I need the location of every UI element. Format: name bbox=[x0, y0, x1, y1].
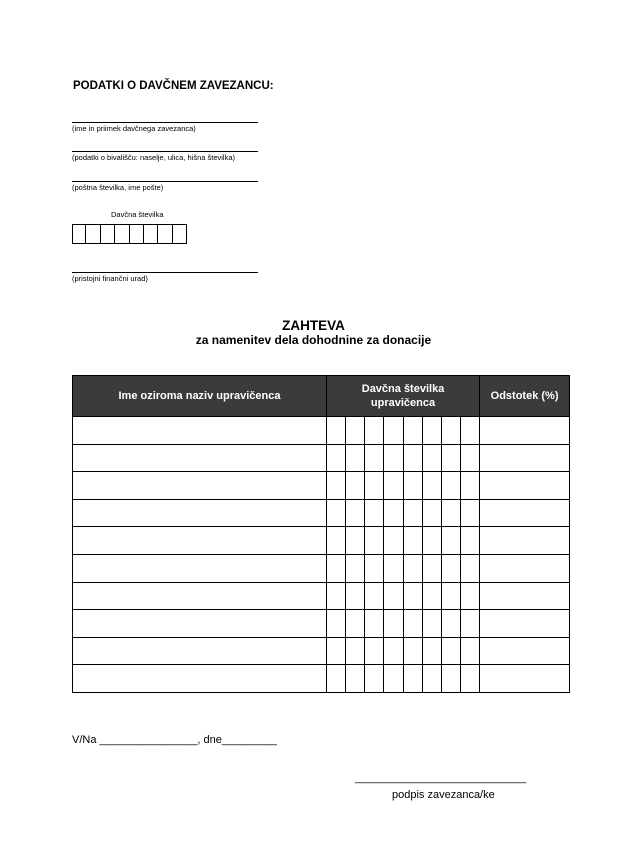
beneficiary-tax-digit-cell[interactable] bbox=[346, 582, 365, 610]
tax-digit-box[interactable] bbox=[158, 224, 172, 244]
request-subtitle: za namenitev dela dohodnine za donacije bbox=[195, 333, 432, 347]
beneficiary-tax-digit-cell[interactable] bbox=[441, 610, 460, 638]
beneficiary-name-cell[interactable] bbox=[73, 610, 327, 638]
percent-cell[interactable] bbox=[480, 472, 570, 500]
beneficiary-tax-digit-cell[interactable] bbox=[460, 527, 479, 555]
tax-digit-box[interactable] bbox=[72, 224, 86, 244]
beneficiary-tax-digit-cell[interactable] bbox=[327, 417, 346, 445]
beneficiary-tax-digit-cell[interactable] bbox=[346, 444, 365, 472]
header-name: Ime oziroma naziv upravičenca bbox=[73, 376, 327, 417]
table-row bbox=[73, 610, 570, 638]
beneficiary-tax-digit-cell[interactable] bbox=[422, 582, 441, 610]
beneficiary-tax-digit-cell[interactable] bbox=[365, 472, 384, 500]
percent-cell[interactable] bbox=[480, 610, 570, 638]
beneficiary-tax-digit-cell[interactable] bbox=[422, 554, 441, 582]
beneficiary-tax-digit-cell[interactable] bbox=[460, 582, 479, 610]
table-header-row bbox=[73, 376, 570, 417]
beneficiary-tax-digit-cell[interactable] bbox=[346, 610, 365, 638]
percent-cell[interactable] bbox=[480, 582, 570, 610]
beneficiary-tax-digit-cell[interactable] bbox=[327, 665, 346, 693]
beneficiary-tax-digit-cell[interactable] bbox=[327, 582, 346, 610]
header-percent: Odstotek (%) bbox=[480, 376, 570, 417]
signature-line[interactable]: ____________________________ bbox=[355, 772, 527, 784]
beneficiary-tax-digit-cell[interactable] bbox=[365, 665, 384, 693]
beneficiary-tax-digit-cell[interactable] bbox=[346, 637, 365, 665]
percent-cell[interactable] bbox=[480, 499, 570, 527]
beneficiary-tax-digit-cell[interactable] bbox=[327, 637, 346, 665]
beneficiary-tax-digit-cell[interactable] bbox=[441, 444, 460, 472]
beneficiary-tax-digit-cell[interactable] bbox=[422, 527, 441, 555]
beneficiary-tax-digit-cell[interactable] bbox=[384, 417, 403, 445]
beneficiary-tax-digit-cell[interactable] bbox=[327, 499, 346, 527]
beneficiary-tax-digit-cell[interactable] bbox=[327, 444, 346, 472]
taxpayer-heading: PODATKI O DAVČNEM ZAVEZANCU: bbox=[73, 80, 274, 92]
beneficiary-tax-digit-cell[interactable] bbox=[384, 637, 403, 665]
beneficiary-tax-digit-cell[interactable] bbox=[403, 499, 422, 527]
percent-cell[interactable] bbox=[480, 665, 570, 693]
beneficiary-tax-digit-cell[interactable] bbox=[422, 499, 441, 527]
place-date-line[interactable]: V/Na ________________, dne_________ bbox=[72, 734, 277, 746]
beneficiary-tax-digit-cell[interactable] bbox=[403, 444, 422, 472]
signature-caption: podpis zavezanca/ke bbox=[392, 789, 495, 801]
beneficiary-tax-digit-cell[interactable] bbox=[384, 610, 403, 638]
beneficiary-tax-digit-cell[interactable] bbox=[327, 554, 346, 582]
beneficiary-tax-digit-cell[interactable] bbox=[441, 472, 460, 500]
beneficiary-tax-digit-cell[interactable] bbox=[365, 417, 384, 445]
table-row bbox=[73, 554, 570, 582]
beneficiary-name-cell[interactable] bbox=[73, 444, 327, 472]
table-row bbox=[73, 637, 570, 665]
residence-caption: (podatki o bivališču: naselje, ulica, hišna številka) bbox=[72, 153, 235, 162]
taxpayer-name-field[interactable] bbox=[72, 122, 258, 123]
beneficiary-tax-digit-cell[interactable] bbox=[403, 637, 422, 665]
beneficiary-name-cell[interactable] bbox=[73, 472, 327, 500]
beneficiary-tax-digit-cell[interactable] bbox=[441, 582, 460, 610]
beneficiary-tax-digit-cell[interactable] bbox=[403, 582, 422, 610]
beneficiary-tax-digit-cell[interactable] bbox=[441, 637, 460, 665]
beneficiary-name-cell[interactable] bbox=[73, 527, 327, 555]
beneficiary-tax-digit-cell[interactable] bbox=[365, 610, 384, 638]
beneficiary-tax-digit-cell[interactable] bbox=[441, 554, 460, 582]
tax-digit-box[interactable] bbox=[173, 224, 187, 244]
beneficiary-tax-digit-cell[interactable] bbox=[346, 417, 365, 445]
beneficiary-tax-digit-cell[interactable] bbox=[384, 499, 403, 527]
beneficiary-tax-digit-cell[interactable] bbox=[346, 472, 365, 500]
beneficiary-tax-digit-cell[interactable] bbox=[460, 637, 479, 665]
beneficiary-tax-digit-cell[interactable] bbox=[365, 582, 384, 610]
beneficiary-tax-digit-cell[interactable] bbox=[460, 472, 479, 500]
tax-digit-box[interactable] bbox=[115, 224, 129, 244]
beneficiary-tax-digit-cell[interactable] bbox=[403, 527, 422, 555]
beneficiaries-table bbox=[72, 375, 570, 693]
beneficiary-tax-digit-cell[interactable] bbox=[441, 665, 460, 693]
percent-cell[interactable] bbox=[480, 417, 570, 445]
beneficiary-tax-digit-cell[interactable] bbox=[365, 499, 384, 527]
beneficiary-tax-digit-cell[interactable] bbox=[365, 554, 384, 582]
beneficiary-tax-digit-cell[interactable] bbox=[422, 472, 441, 500]
tax-office-caption: (pristojni finančni urad) bbox=[72, 274, 148, 283]
beneficiary-tax-digit-cell[interactable] bbox=[422, 610, 441, 638]
beneficiary-name-cell[interactable] bbox=[73, 499, 327, 527]
beneficiary-tax-digit-cell[interactable] bbox=[460, 554, 479, 582]
beneficiary-tax-digit-cell[interactable] bbox=[422, 417, 441, 445]
beneficiary-name-cell[interactable] bbox=[73, 665, 327, 693]
beneficiary-tax-digit-cell[interactable] bbox=[422, 665, 441, 693]
beneficiary-tax-digit-cell[interactable] bbox=[403, 417, 422, 445]
beneficiary-tax-digit-cell[interactable] bbox=[460, 665, 479, 693]
postal-field[interactable] bbox=[72, 181, 258, 182]
tax-digit-box[interactable] bbox=[144, 224, 158, 244]
table-row bbox=[73, 444, 570, 472]
beneficiary-tax-digit-cell[interactable] bbox=[441, 527, 460, 555]
taxpayer-name-caption: (ime in priimek davčnega zavezanca) bbox=[72, 124, 196, 133]
beneficiary-tax-digit-cell[interactable] bbox=[441, 417, 460, 445]
beneficiary-tax-digit-cell[interactable] bbox=[346, 665, 365, 693]
beneficiary-tax-digit-cell[interactable] bbox=[346, 527, 365, 555]
beneficiary-tax-digit-cell[interactable] bbox=[365, 637, 384, 665]
percent-cell[interactable] bbox=[480, 444, 570, 472]
beneficiary-name-cell[interactable] bbox=[73, 582, 327, 610]
table-row bbox=[73, 665, 570, 693]
beneficiary-tax-digit-cell[interactable] bbox=[384, 554, 403, 582]
beneficiary-tax-digit-cell[interactable] bbox=[384, 472, 403, 500]
tax-digit-box[interactable] bbox=[130, 224, 144, 244]
beneficiary-tax-digit-cell[interactable] bbox=[422, 637, 441, 665]
beneficiary-tax-digit-cell[interactable] bbox=[384, 665, 403, 693]
beneficiary-tax-digit-cell[interactable] bbox=[403, 610, 422, 638]
beneficiary-tax-digit-cell[interactable] bbox=[365, 527, 384, 555]
table-row bbox=[73, 582, 570, 610]
beneficiary-tax-digit-cell[interactable] bbox=[422, 444, 441, 472]
beneficiary-tax-digit-cell[interactable] bbox=[403, 472, 422, 500]
beneficiary-tax-digit-cell[interactable] bbox=[384, 582, 403, 610]
postal-caption: (poštna številka, ime pošte) bbox=[72, 183, 164, 192]
table-row bbox=[73, 499, 570, 527]
beneficiary-tax-digit-cell[interactable] bbox=[460, 610, 479, 638]
percent-cell[interactable] bbox=[480, 554, 570, 582]
beneficiary-tax-digit-cell[interactable] bbox=[346, 554, 365, 582]
beneficiary-tax-digit-cell[interactable] bbox=[403, 554, 422, 582]
request-title: ZAHTEVA bbox=[282, 318, 345, 333]
table-row bbox=[73, 417, 570, 445]
beneficiary-tax-digit-cell[interactable] bbox=[460, 444, 479, 472]
beneficiary-tax-digit-cell[interactable] bbox=[460, 499, 479, 527]
beneficiary-tax-digit-cell[interactable] bbox=[365, 444, 384, 472]
percent-cell[interactable] bbox=[480, 527, 570, 555]
beneficiary-tax-digit-cell[interactable] bbox=[403, 665, 422, 693]
table-row bbox=[73, 472, 570, 500]
tax-office-field[interactable] bbox=[72, 272, 258, 273]
beneficiary-name-cell[interactable] bbox=[73, 637, 327, 665]
percent-cell[interactable] bbox=[480, 637, 570, 665]
residence-field[interactable] bbox=[72, 151, 258, 152]
beneficiary-tax-digit-cell[interactable] bbox=[346, 499, 365, 527]
beneficiary-tax-digit-cell[interactable] bbox=[441, 499, 460, 527]
tax-digit-box[interactable] bbox=[86, 224, 100, 244]
beneficiary-name-cell[interactable] bbox=[73, 417, 327, 445]
beneficiary-tax-digit-cell[interactable] bbox=[327, 527, 346, 555]
tax-digit-box[interactable] bbox=[101, 224, 115, 244]
tax-number-boxes[interactable] bbox=[72, 224, 187, 244]
table-row bbox=[73, 527, 570, 555]
beneficiary-name-cell[interactable] bbox=[73, 554, 327, 582]
beneficiary-tax-digit-cell[interactable] bbox=[384, 444, 403, 472]
beneficiary-tax-digit-cell[interactable] bbox=[460, 417, 479, 445]
beneficiary-tax-digit-cell[interactable] bbox=[327, 610, 346, 638]
tax-number-label: Davčna številka bbox=[111, 210, 164, 219]
beneficiary-tax-digit-cell[interactable] bbox=[327, 472, 346, 500]
header-tax-number: Davčna številka upravičenca bbox=[327, 376, 480, 417]
beneficiary-tax-digit-cell[interactable] bbox=[384, 527, 403, 555]
